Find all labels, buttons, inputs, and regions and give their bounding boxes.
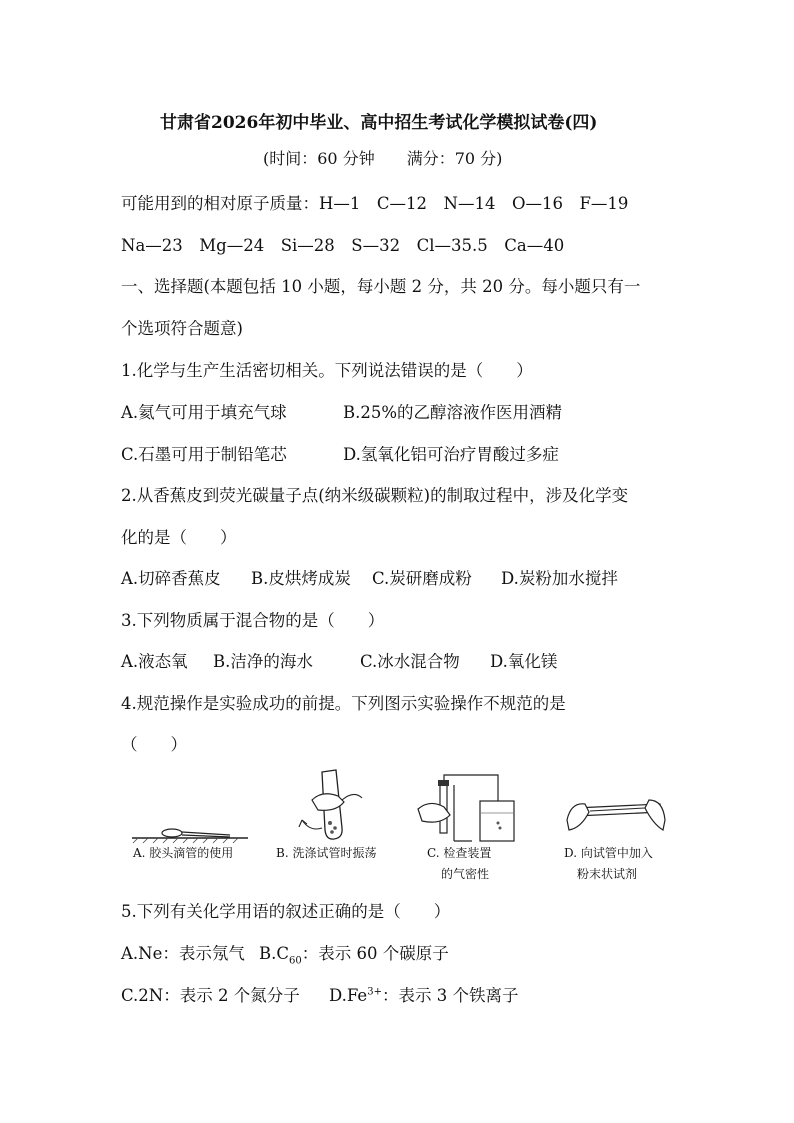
q2-stem-line-2: 化的是（ ） xyxy=(121,528,237,547)
q3-option-a: A.液态氧 xyxy=(121,652,188,671)
q5-option-b-suffix: ：表示 60 个碳原子 xyxy=(301,944,449,963)
q2-option-c: C.炭研磨成粉 xyxy=(372,569,472,588)
q3-option-d: D.氧化镁 xyxy=(490,652,558,671)
q1-option-b: B.25%的乙醇溶液作医用酒精 xyxy=(343,403,563,422)
figure-a-dropper-illustration xyxy=(130,810,260,845)
q2-stem-line-1: 2.从香蕉皮到荧光碳量子点(纳米级碳颗粒)的制取过程中，涉及化学变 xyxy=(121,486,629,505)
figure-b-test-tube-shaking-illustration xyxy=(292,768,382,848)
q5-option-b-subscript: 60 xyxy=(289,955,302,967)
figure-d-caption-line-1: D. 向试管中加入 xyxy=(564,846,653,860)
q5-option-d-superscript: 3+ xyxy=(367,986,382,998)
q5-option-d-suffix: ：表示 3 个铁离子 xyxy=(381,986,519,1005)
figure-c-caption-line-1: C. 检查装置 xyxy=(427,846,492,860)
figure-d-caption-line-2: 粉末状试剂 xyxy=(577,867,638,881)
q3-stem: 3.下列物质属于混合物的是（ ） xyxy=(121,611,385,630)
q2-option-a: A.切碎香蕉皮 xyxy=(121,569,221,588)
q2-option-d: D.炭粉加水搅拌 xyxy=(501,569,618,588)
q3-option-b: B.洁净的海水 xyxy=(213,652,313,671)
q4-stem-line-2: （ ） xyxy=(121,735,187,754)
q2-option-b: B.皮烘烤成炭 xyxy=(251,569,351,588)
atomic-mass-line-2: Na—23 Mg—24 Si—28 S—32 Cl—35.5 Ca—40 xyxy=(121,236,565,255)
figure-c-airtightness-check-illustration xyxy=(416,775,521,845)
figure-c-caption-line-2: 的气密性 xyxy=(441,867,490,881)
q1-option-c: C.石墨可用于制铅笔芯 xyxy=(121,445,287,464)
figure-b-caption: B. 洗涤试管时振荡 xyxy=(276,846,377,860)
q4-stem-line-1: 4.规范操作是实验成功的前提。下列图示实验操作不规范的是 xyxy=(121,694,566,713)
q5-stem: 5.下列有关化学用语的叙述正确的是（ ） xyxy=(121,902,451,921)
exam-title: 甘肃省2026年初中毕业、高中招生考试化学模拟试卷(四) xyxy=(160,113,598,133)
q1-option-a: A.氦气可用于填充气球 xyxy=(121,403,287,422)
q5-option-d xyxy=(329,982,518,1006)
q5-option-a: A.Ne：表示氖气 xyxy=(121,944,245,963)
figure-d-adding-powder-illustration xyxy=(565,790,670,840)
exam-subtitle: (时间：60 分钟 满分：70 分) xyxy=(263,149,503,168)
q1-stem: 1.化学与生产生活密切相关。下列说法错误的是（ ） xyxy=(121,361,533,380)
section-heading-line-1: 一、选择题(本题包括 10 小题，每小题 2 分，共 20 分。每小题只有一 xyxy=(121,277,641,296)
figure-a-caption: A. 胶头滴管的使用 xyxy=(133,846,234,860)
q5-option-d-prefix: D.Fe xyxy=(329,986,368,1005)
atomic-mass-line-1: 可能用到的相对原子质量：H—1 C—12 N—14 O—16 F—19 xyxy=(121,194,629,213)
section-heading-line-2: 个选项符合题意) xyxy=(121,319,243,338)
q5-option-b xyxy=(259,940,449,966)
q5-option-b-prefix: B.C xyxy=(259,944,289,963)
q1-option-d: D.氢氧化铝可治疗胃酸过多症 xyxy=(343,445,559,464)
q3-option-c: C.冰水混合物 xyxy=(360,652,460,671)
q5-option-c: C.2N：表示 2 个氮分子 xyxy=(121,986,300,1005)
